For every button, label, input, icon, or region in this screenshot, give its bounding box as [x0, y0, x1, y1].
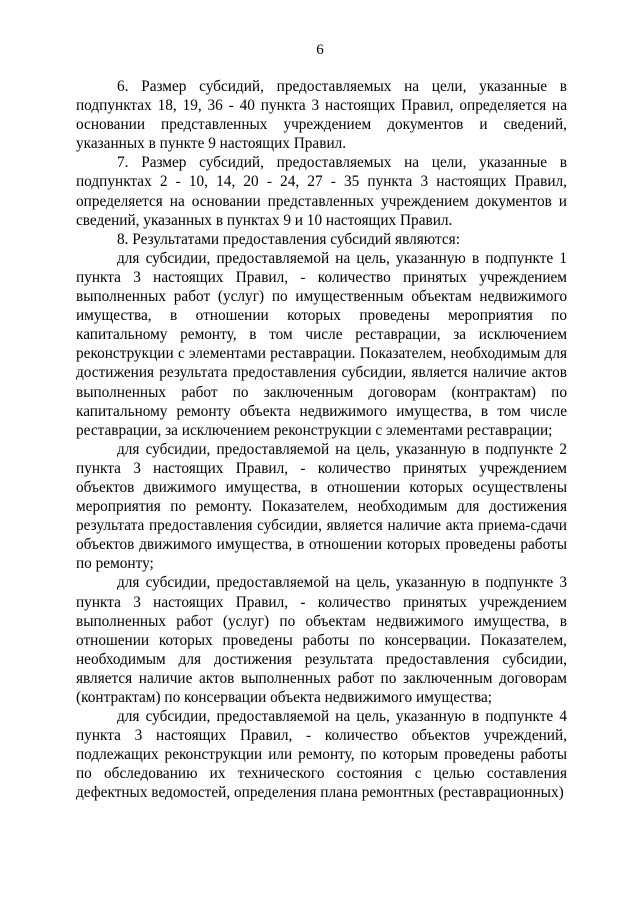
paragraph-result-subpoint-1: для субсидии, предоставляемой на цель, указанную в подпункте 1 пункта 3 настоящих Правил, - количество принятых учреждением выполненных работ (услуг) по имущественным объектам недвижимого имущества, в отношении которых проведены мероприятия по капитальному ремонту, в том числе реставрации, за исключением реконструкции с элементами реставрации. Показателем, необходимым для достижения результата предоставления субсидии, является наличие актов выполненных работ по заключенным договорам (контрактам) по капитальному ремонту объекта недвижимого имущества, в том числе реставрации, за исключением реконструкции с элементами реставрации; [76, 249, 567, 439]
paragraph-result-subpoint-4: для субсидии, предоставляемой на цель, указанную в подпункте 4 пункта 3 настоящих Правил, - количество объектов учреждений, подлежащих реконструкции или ремонту, по которым проведены работы по обследованию их технического состояния с целью составления дефектных ведомостей, определения плана ремонтных (реставрационных) [76, 708, 567, 802]
paragraph-result-subpoint-2: для субсидии, предоставляемой на цель, указанную в подпункте 2 пункта 3 настоящих Правил, - количество принятых учреждением объектов движимого имущества, в отношении которых осуществлены мероприятия по ремонту. Показателем, необходимым для достижения результата предоставления субсидии, является наличие акта приема-сдачи объектов движимого имущества, в отношении которых проведены работы по ремонту; [76, 440, 567, 573]
paragraph-result-subpoint-3: для субсидии, предоставляемой на цель, указанную в подпункте 3 пункта 3 настоящих Правил, - количество принятых учреждением выполненных работ (услуг) по объектам недвижимого имущества, в отношении которых проведены работы по консервации. Показателем, необходимым для достижения результата предоставления субсидии, является наличие актов выполненных работ по заключенным договорам (контрактам) по консервации объекта недвижимого имущества; [76, 574, 567, 706]
paragraph-7-subsidy-size: 7. Размер субсидий, предоставляемых на цели, указанные в подпунктах 2 - 10, 14, 20 - 24, 27 - 35 пункта 3 настоящих Правил, определяется на основании представленных учреждением документов и сведений, указанных в пунктах 9 и 10 настоящих Правил. [76, 154, 567, 229]
document-body [76, 77, 567, 803]
page-number: 6 [316, 42, 324, 58]
paragraph-8-results-heading: 8. Результатами предоставления субсидий являются: [117, 230, 460, 248]
paragraph-6-subsidy-size: 6. Размер субсидий, предоставляемых на цели, указанные в подпунктах 18, 19, 36 - 40 пункта 3 настоящих Правил, определяется на основании представленных учреждением документов и сведений, указанных в пункте 9 настоящих Правил. [76, 78, 567, 153]
